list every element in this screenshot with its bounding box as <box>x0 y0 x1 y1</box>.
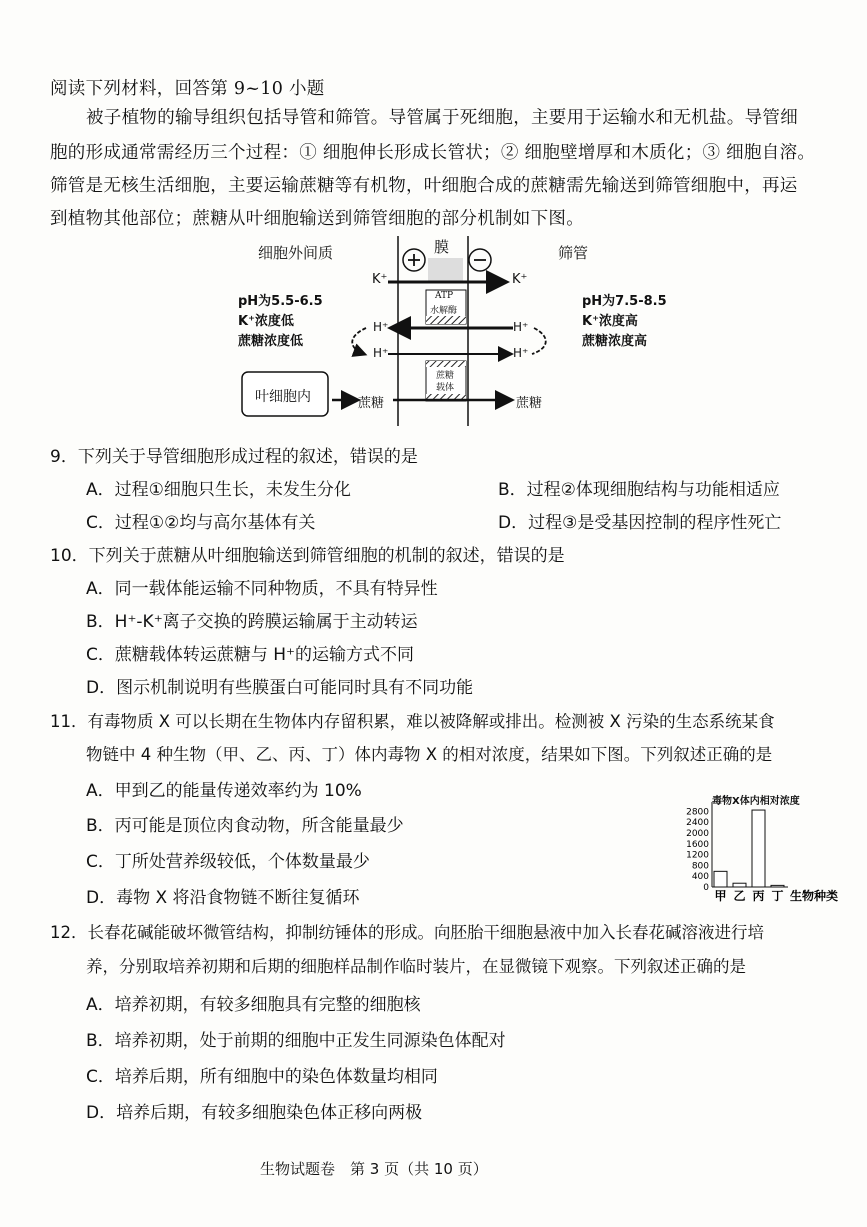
q12-option-b: B．培养初期，处于前期的细胞中正发生同源染色体配对 <box>86 1031 506 1051</box>
sucrose-right-label: 蔗糖 <box>516 396 543 411</box>
q11-option-c: C．丁所处营养级较低，个体数量最少 <box>86 852 370 872</box>
q10-option-a: A．同一载体能运输不同种物质，不具有特异性 <box>86 579 438 599</box>
reading-intro: 阅读下列材料，回答第 9~10 小题 <box>50 79 325 99</box>
carrier-label-2: 载体 <box>436 383 455 393</box>
right-sucrose-label: 蔗糖浓度高 <box>582 334 648 349</box>
chart-bar-3 <box>771 885 784 887</box>
chart-category-label: 丙 <box>752 889 765 903</box>
k-left-label: K⁺ <box>372 272 388 287</box>
chart-y-tick-label: 0 <box>703 883 709 893</box>
q9-option-a: A．过程①细胞只生长，未发生分化 <box>86 480 351 500</box>
left-ph-label: pH为5.5-6.5 <box>238 294 323 309</box>
hydrolase-label: 水解酶 <box>430 306 458 316</box>
page-footer: 生物试题卷 第 3 页（共 10 页） <box>260 1160 488 1178</box>
passage-line-3: 筛管是无核生活细胞，主要运输蔗糖等有机物，叶细胞合成的蔗糖需先输送到筛管细胞中，再运 <box>50 176 798 196</box>
h-ion-cycle-left-arrow <box>352 328 366 354</box>
chart-y-tick-label: 800 <box>691 861 709 872</box>
q12-stem-line-2: 养，分别取培养初期和后期的细胞样品制作临时装片，在显微镜下观察。下列叙述正确的是 <box>86 957 746 976</box>
chart-bar-1 <box>733 883 746 887</box>
k-right-label: K⁺ <box>512 272 528 287</box>
chart-bar-2 <box>752 810 765 887</box>
chart-category-label: 乙 <box>733 889 746 903</box>
chart-title: 毒物X体内相对浓度 <box>712 796 800 807</box>
h-ion-cycle-right-arrow <box>532 328 546 354</box>
chart-svg <box>672 792 844 904</box>
chart-category-label: 丁 <box>771 889 784 903</box>
q9-stem: 9．下列关于导管细胞形成过程的叙述，错误的是 <box>50 447 418 467</box>
q11-option-b: B．丙可能是顶位肉食动物，所含能量最少 <box>86 816 404 836</box>
q11-stem-line-2: 物链中 4 种生物（甲、乙、丙、丁）体内毒物 X 的相对浓度，结果如下图。下列叙述正确的是 <box>86 745 773 764</box>
right-k-label: K⁺浓度高 <box>582 314 638 329</box>
q9-option-b: B．过程②体现细胞结构与功能相适应 <box>498 480 780 500</box>
membrane-label: 膜 <box>434 238 450 256</box>
passage-line-2: 胞的形成通常需经历三个过程：① 细胞伸长形成长管状；② 细胞壁增厚和木质化；③ 细胞自溶。 <box>50 143 816 163</box>
q11-stem-line-1: 11．有毒物质 X 可以长期在生物体内存留积累，难以被降解或排出。检测被 X 污染的生态系统某食 <box>50 712 775 731</box>
q12-option-a: A．培养初期，有较多细胞具有完整的细胞核 <box>86 995 421 1015</box>
h-label-right-top: H⁺ <box>513 320 529 334</box>
chart-y-tick-label: 1200 <box>686 850 709 861</box>
q10-option-c: C．蔗糖载体转运蔗糖与 H⁺的运输方式不同 <box>86 645 415 665</box>
chart-y-tick-label: 2400 <box>686 818 709 829</box>
chart-y-tick-label: 1600 <box>686 839 709 850</box>
extracellular-label: 细胞外间质 <box>258 244 334 262</box>
chart-bar-0 <box>714 871 727 887</box>
h-label-left-bottom: H⁺ <box>373 346 389 360</box>
q12-stem-line-1: 12．长春花碱能破坏微管结构，抑制纺锤体的形成。向胚胎干细胞悬液中加入长春花碱溶液进行培 <box>50 923 764 942</box>
q12-option-c: C．培养后期，所有细胞中的染色体数量均相同 <box>86 1067 438 1087</box>
atp-label: ATP <box>435 291 454 301</box>
h-label-left-top: H⁺ <box>373 320 389 334</box>
q12-option-d: D．培养后期，有较多细胞染色体正移向两极 <box>86 1103 423 1123</box>
chart-category-label: 甲 <box>714 889 727 903</box>
sieve-tube-label: 筛管 <box>558 244 589 262</box>
q11-option-d: D．毒物 X 将沿食物链不断往复循环 <box>86 888 360 908</box>
toxin-concentration-chart <box>672 792 844 904</box>
q10-option-b: B．H⁺-K⁺离子交换的跨膜运输属于主动转运 <box>86 612 418 632</box>
left-sucrose-label: 蔗糖浓度低 <box>238 334 304 349</box>
chart-y-tick-label: 2000 <box>686 829 709 839</box>
passage-line-1: 被子植物的输导组织包括导管和筛管。导管属于死细胞，主要用于运输水和无机盐。导管细 <box>86 108 798 128</box>
q9-option-d: D．过程③是受基因控制的程序性死亡 <box>498 513 782 533</box>
chart-x-axis-label: 生物种类 <box>790 889 839 903</box>
q11-option-a: A．甲到乙的能量传递效率约为 10% <box>86 781 362 801</box>
leaf-cell-label: 叶细胞内 <box>255 389 311 405</box>
left-k-label: K⁺浓度低 <box>238 314 294 329</box>
q10-stem: 10．下列关于蔗糖从叶细胞输送到筛管细胞的机制的叙述，错误的是 <box>50 546 565 566</box>
chart-y-tick-label: 2800 <box>686 807 709 818</box>
right-ph-label: pH为7.5-8.5 <box>582 294 667 309</box>
sucrose-left-label: 蔗糖 <box>358 396 385 411</box>
passage-line-4: 到植物其他部位；蔗糖从叶细胞输送到筛管细胞的部分机制如下图。 <box>50 209 584 229</box>
q10-option-d: D．图示机制说明有些膜蛋白可能同时具有不同功能 <box>86 678 474 698</box>
h-label-right-bottom: H⁺ <box>513 346 529 360</box>
q9-option-c: C．过程①②均与高尔基体有关 <box>86 513 316 533</box>
membrane-shade <box>428 258 463 282</box>
carrier-label-1: 蔗糖 <box>436 371 455 381</box>
chart-y-tick-label: 400 <box>691 872 709 883</box>
sucrose-transport-diagram <box>228 236 668 426</box>
